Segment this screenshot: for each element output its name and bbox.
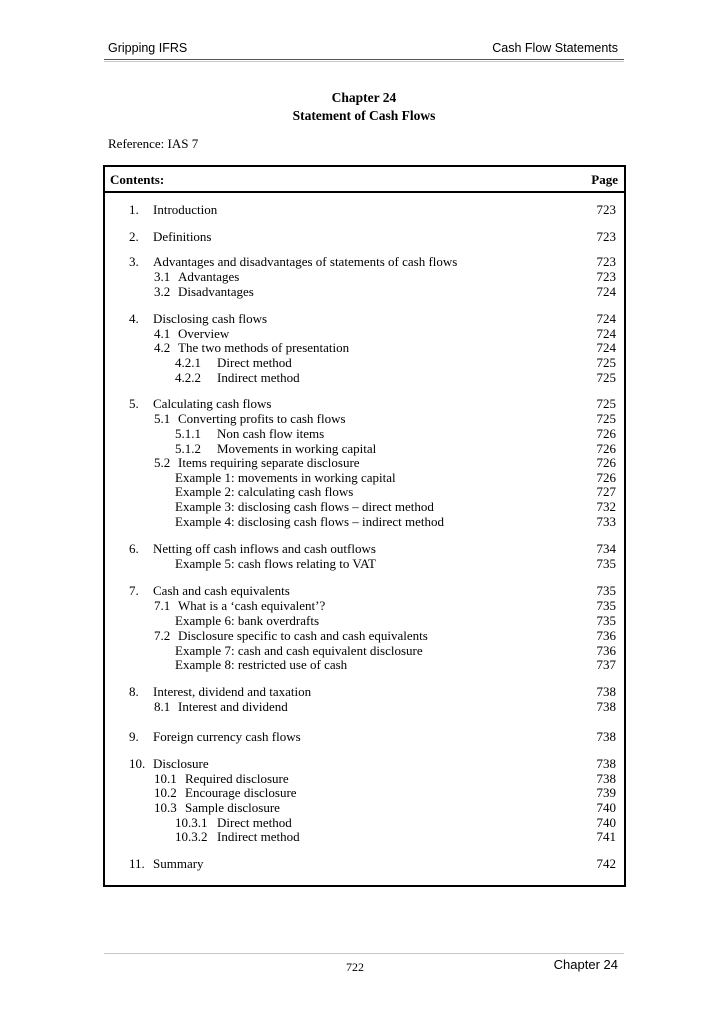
toc-entry-number: 7.1 [154,598,171,613]
toc-entry-title: Disclosure specific to cash and cash equivalents [178,628,428,643]
toc-entry-page: 741 [596,829,616,844]
toc-entry-number: 1. [129,202,139,217]
toc-entry[interactable] [105,396,624,411]
header-book-title: Gripping IFRS [108,41,188,55]
header-chapter-title: Cash Flow Statements [492,41,618,55]
toc-entry-number: 5. [129,396,139,411]
toc-entry-page: 734 [596,541,616,556]
contents-header [105,167,624,193]
toc-entry-title: Direct method [217,355,292,370]
toc-entry-number: 10. [129,756,146,771]
header-rule [104,59,624,60]
toc-entry-title: Summary [153,856,204,871]
chapter-number: Chapter 24 [331,90,397,105]
toc-entry-page: 727 [596,484,616,499]
toc-entry-title: Example 8: restricted use of cash [175,657,348,672]
toc-entry-number: 4.2 [154,340,171,355]
toc-entry-page: 723 [596,229,616,244]
toc-entry-title: Sample disclosure [185,800,280,815]
toc-entry-number: 11. [129,856,145,871]
toc-entry-title: Items requiring separate disclosure [178,455,360,470]
toc-entry[interactable] [105,613,624,628]
toc-entry-page: 738 [596,684,616,699]
toc-entry[interactable] [105,441,624,456]
toc-entry[interactable] [105,699,624,714]
toc-entry-page: 740 [596,815,616,830]
toc-entry-page: 725 [596,355,616,370]
toc-entry-title: Introduction [153,202,218,217]
toc-entry-page: 735 [596,583,616,598]
toc-entry[interactable] [105,800,624,815]
toc-entry[interactable] [105,370,624,385]
toc-entry[interactable] [105,556,624,571]
toc-entry-number: 7. [129,583,139,598]
toc-entry-title: Interest, dividend and taxation [153,684,312,699]
toc-entry-number: 5.1.1 [175,426,201,441]
toc-entry-title: Encourage disclosure [185,785,297,800]
page-column-label: Page [591,172,618,187]
toc-entry[interactable] [105,499,624,514]
toc-entry-page: 723 [596,254,616,269]
toc-entry[interactable] [105,657,624,672]
toc-entry[interactable] [105,269,624,284]
toc-entry-page: 724 [596,284,616,299]
toc-entry[interactable] [105,771,624,786]
toc-entry[interactable] [105,829,624,844]
toc-entry-page: 736 [596,643,616,658]
toc-entry-page: 740 [596,800,616,815]
toc-entry[interactable] [105,684,624,699]
toc-entry-number: 10.2 [154,785,177,800]
toc-entry[interactable] [105,815,624,830]
toc-entry-page: 739 [596,785,616,800]
toc-entry-number: 4.2.1 [175,355,201,370]
toc-entry-title: Interest and dividend [178,699,288,714]
toc-entry-title: Indirect method [217,370,300,385]
toc-entry-page: 738 [596,729,616,744]
toc-entry[interactable] [105,326,624,341]
toc-entry-title: Example 4: disclosing cash flows – indirect method [175,514,444,529]
toc-entry-page: 724 [596,326,616,341]
toc-entry-number: 2. [129,229,139,244]
toc-entry[interactable] [105,311,624,326]
toc-entry[interactable] [105,411,624,426]
toc-entry-title: Netting off cash inflows and cash outflows [153,541,376,556]
toc-entry-page: 726 [596,470,616,485]
toc-entry-page: 723 [596,202,616,217]
toc-entry-page: 736 [596,628,616,643]
toc-entry[interactable] [105,254,624,269]
toc-entry-title: Example 1: movements in working capital [175,470,396,485]
toc-entry-number: 8.1 [154,699,171,714]
toc-entry-number: 10.1 [154,771,177,786]
contents-box [103,165,626,887]
toc-entry-page: 724 [596,311,616,326]
toc-entry-title: Overview [178,326,230,341]
toc-entry[interactable] [105,583,624,598]
toc-entry-title: Indirect method [217,829,300,844]
toc-entry-page: 735 [596,598,616,613]
toc-entry-number: 10.3.2 [175,829,208,844]
toc-entry-title: Calculating cash flows [153,396,272,411]
toc-entry-number: 10.3.1 [175,815,208,830]
toc-entry-page: 738 [596,771,616,786]
footer-rule [104,953,624,954]
toc-entry-title: Disclosure [153,756,209,771]
toc-entry-title: Disadvantages [178,284,254,299]
footer-page-number: 722 [346,960,364,974]
toc-entry[interactable] [105,284,624,299]
toc-entry-number: 9. [129,729,139,744]
footer-chapter: Chapter 24 [553,957,618,972]
toc-entry[interactable] [105,340,624,355]
reference-line: Reference: IAS 7 [108,136,199,151]
toc-entry-number: 4.1 [154,326,171,341]
toc-entry-title: Required disclosure [185,771,289,786]
toc-entry[interactable] [105,484,624,499]
toc-entry[interactable] [105,643,624,658]
toc-entry[interactable] [105,355,624,370]
toc-entry-title: The two methods of presentation [178,340,350,355]
toc-entry-title: Advantages and disadvantages of statements of cash flows [153,254,458,269]
toc-entry-number: 3.1 [154,269,171,284]
toc-entry-page: 732 [596,499,616,514]
toc-entry-title: Movements in working capital [217,441,377,456]
toc-entry[interactable] [105,455,624,470]
toc-entry-title: Example 7: cash and cash equivalent disclosure [175,643,423,658]
toc-entry-page: 726 [596,455,616,470]
toc-entry-title: Example 6: bank overdrafts [175,613,320,628]
toc-entry-title: Example 3: disclosing cash flows – direct method [175,499,434,514]
toc-entry[interactable] [105,229,624,244]
toc-entry-title: Direct method [217,815,292,830]
toc-entry-page: 735 [596,613,616,628]
toc-entry-page: 735 [596,556,616,571]
toc-entry-number: 5.2 [154,455,171,470]
toc-entry-number: 3.2 [154,284,171,299]
toc-entry-number: 5.1.2 [175,441,201,456]
toc-entry[interactable] [105,541,624,556]
toc-entry-page: 738 [596,756,616,771]
chapter-title-block [104,89,624,124]
toc-entry-number: 7.2 [154,628,171,643]
header-bar [104,41,624,58]
toc-entry-number: 6. [129,541,139,556]
toc-entry-number: 4. [129,311,139,326]
toc-entry-page: 733 [596,514,616,529]
toc-entry[interactable] [105,598,624,613]
toc-entry-page: 737 [596,657,616,672]
contents-label: Contents: [110,172,165,187]
toc-entry-number: 4.2.2 [175,370,201,385]
toc-entry[interactable] [105,202,624,217]
toc-entry-title: Example 2: calculating cash flows [175,484,354,499]
toc-entry-title: Definitions [153,229,212,244]
toc-entry[interactable] [105,628,624,643]
chapter-title: Statement of Cash Flows [292,107,436,123]
toc-entry-title: Non cash flow items [217,426,325,441]
toc-entry[interactable] [105,426,624,441]
toc-entry-page: 724 [596,340,616,355]
toc-entry-number: 8. [129,684,139,699]
toc-entry-title: Cash and cash equivalents [153,583,290,598]
toc-entry-page: 725 [596,370,616,385]
toc-entry-page: 738 [596,699,616,714]
toc-entry-page: 725 [596,411,616,426]
toc-entry-page: 725 [596,396,616,411]
toc-entry[interactable] [105,514,624,529]
toc-entry-title: Disclosing cash flows [153,311,268,326]
toc-entry-title: Converting profits to cash flows [178,411,346,426]
toc-entry-title: What is a ‘cash equivalent’? [178,598,326,613]
toc-entry-title: Foreign currency cash flows [153,729,301,744]
toc-entry-page: 726 [596,426,616,441]
toc-entry-page: 723 [596,269,616,284]
toc-entry-number: 10.3 [154,800,177,815]
toc-entry-number: 3. [129,254,139,269]
header-rule-light [104,61,624,62]
toc-entry-page: 726 [596,441,616,456]
toc-entry[interactable] [105,756,624,771]
toc-entry[interactable] [105,470,624,485]
toc-entry-page: 742 [596,856,616,871]
toc-entry[interactable] [105,785,624,800]
toc-entry-title: Advantages [178,269,240,284]
toc-entry-title: Example 5: cash flows relating to VAT [175,556,376,571]
toc-entry[interactable] [105,729,624,744]
toc-entry[interactable] [105,856,624,871]
toc-entry-number: 5.1 [154,411,171,426]
